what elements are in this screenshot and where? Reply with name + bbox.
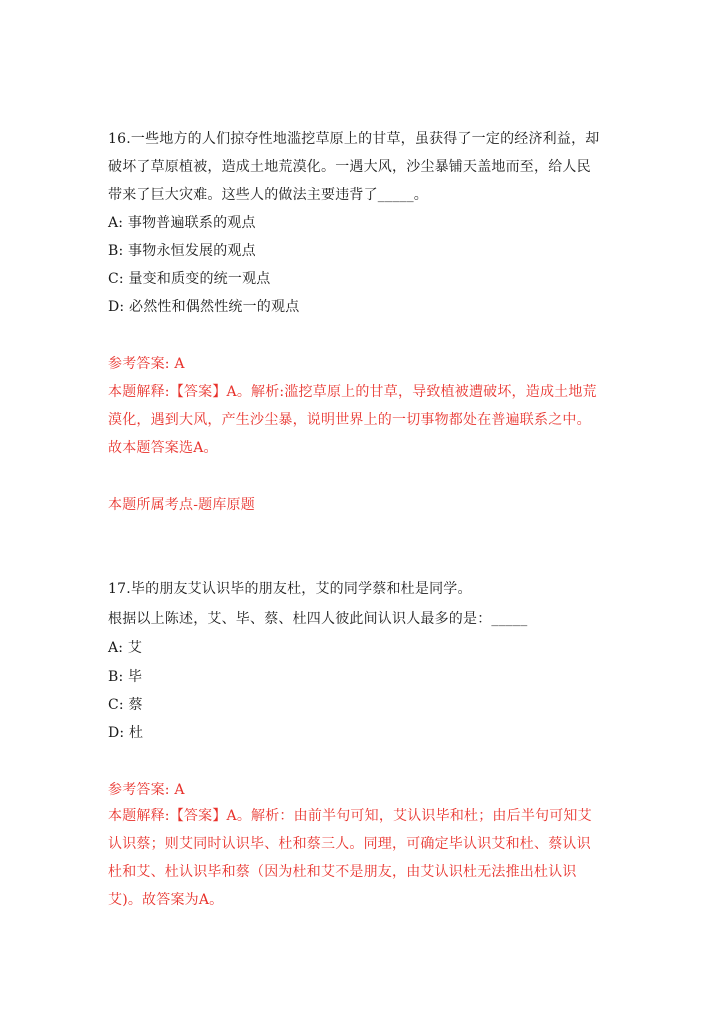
explanation-line: 本题解释:【答案】A。解析:滥挖草原上的甘草，导致植被遭破坏，造成土地荒: [108, 384, 597, 400]
option-d: D: 必然性和偶然性统一的观点: [108, 299, 300, 315]
option-b: B: 毕: [108, 669, 143, 685]
option-a: A: 艾: [108, 640, 143, 656]
reference-answer: 参考答案: A: [108, 782, 185, 798]
option-b: B: 事物永恒发展的观点: [108, 243, 256, 259]
explanation-line: 故本题答案选A。: [108, 440, 218, 456]
option-c: C: 量变和质变的统一观点: [108, 271, 271, 287]
reference-answer: 参考答案: A: [108, 356, 185, 372]
option-a: A: 事物普遍联系的观点: [108, 215, 256, 231]
explanation-line: 漠化，遇到大风，产生沙尘暴，说明世界上的一切事物都处在普遍联系之中。: [108, 412, 591, 428]
question-stem-line: 破坏了草原植被，造成土地荒漠化。一遇大风，沙尘暴铺天盖地而至，给人民: [108, 159, 591, 175]
option-c: C: 蔡: [108, 697, 143, 713]
explanation-line: 认识蔡；则艾同时认识毕、杜和蔡三人。同理，可确定毕认识艾和杜、蔡认识: [108, 836, 591, 852]
explanation-line: 本题解释:【答案】A。解析：由前半句可知，艾认识毕和杜；由后半句可知艾: [108, 808, 592, 824]
question-source: 本题所属考点-题库原题: [108, 497, 255, 513]
question-stem-line: 17.毕的朋友艾认识毕的朋友杜，艾的同学蔡和杜是同学。: [108, 581, 472, 597]
option-d: D: 杜: [108, 725, 144, 741]
explanation-line: 艾)。故答案为A。: [108, 892, 224, 908]
question-stem-line: 根据以上陈述，艾、毕、蔡、杜四人彼此间认识人最多的是：_____: [108, 611, 528, 627]
explanation-line: 杜和艾、杜认识毕和蔡（因为杜和艾不是朋友，由艾认识杜无法推出杜认识: [108, 864, 577, 880]
question-stem-line: 16.一些地方的人们掠夺性地滥挖草原上的甘草，虽获得了一定的经济利益，却: [108, 131, 600, 147]
question-stem-line: 带来了巨大灾难。这些人的做法主要违背了_____。: [108, 187, 428, 203]
